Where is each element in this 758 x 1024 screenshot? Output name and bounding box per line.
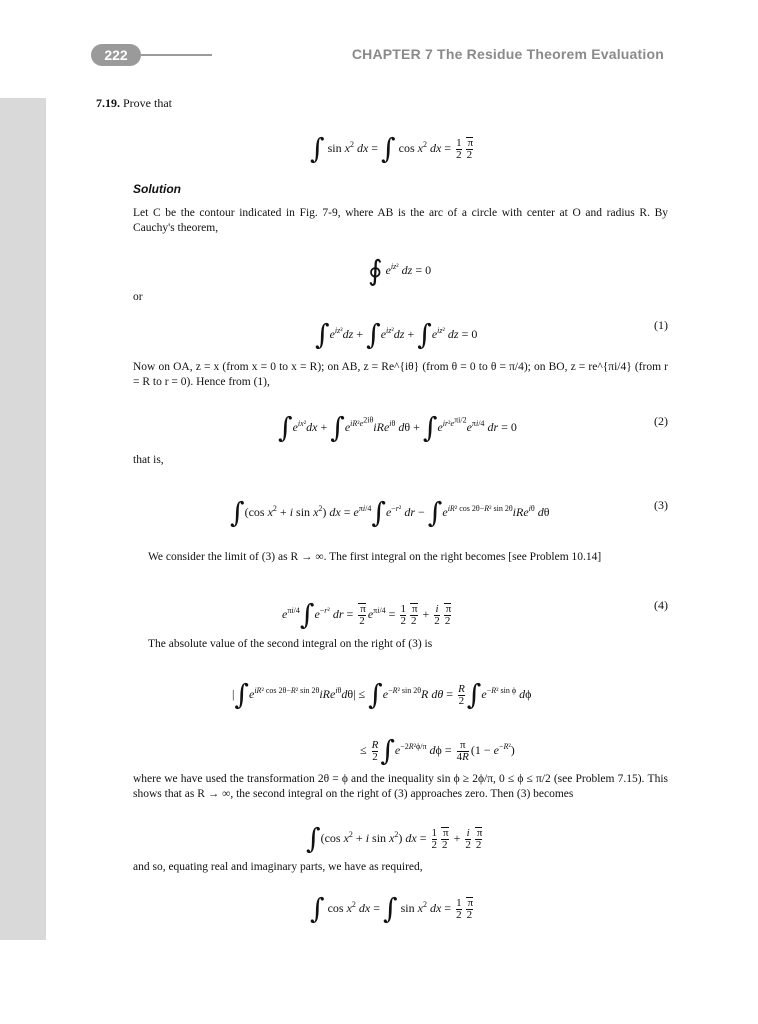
page-margin-band — [0, 98, 46, 940]
equation-4: $e^{\pi i/4}\int e^{-r^2}$ dr = $\frac{\pi}{2}$ $e^{\pi i/4}$ = $\frac{1}{2}$ $\frac{\pi}{2}$ + $\frac{i}{2}$ $\frac{\pi}{2}$ — [282, 598, 452, 631]
equation-number-1: (1) — [654, 318, 668, 332]
equation-3: ∫(cos $x^2 + i$ $\sin x^2$) dx = $e^{\pi i/4}\int e^{-r^2}$ dr − $\int e^{iR^2 cos 2\theta-R^2 sin 2\theta}iRe^{i\theta}$ dθ — [230, 496, 550, 529]
solution-heading: Solution — [133, 182, 181, 196]
paragraph-transformation: where we have used the transformation 2θ = ϕ and the inequality sin ϕ ≥ 2ϕ/π, 0 ≤ ϕ ≤ π/2 (see Problem 7.15). This shows that as R → ∞, the second integral on the right of (3) approaches zero. Then (3) becomes — [133, 773, 668, 800]
page-number-badge: 222 — [91, 44, 141, 66]
equation-number-4: (4) — [654, 598, 668, 612]
paragraph-limit: We consider the limit of (3) as R → ∞. The first integral on the right becomes [see Problem 10.14] — [148, 551, 602, 563]
equation-number-3: (3) — [654, 498, 668, 512]
equation-bound-1: $|\int e^{iR^2 cos 2\theta-R^2 sin 2\theta}iRe^{i\theta}d\theta| \le \int e^{-R^2 sin 2\theta}R$ dθ = $\frac{R}{2}$ $\int e^{-R^2 sin \phi}$ dϕ — [232, 678, 532, 711]
equation-number-2: (2) — [654, 414, 668, 428]
equation-statement: ∫ $\sin x^2$ dx = ∫ $\cos x^2$ dx = $\frac{1}{2}$ $\frac{\pi}{2}$ — [310, 132, 474, 165]
header-rule — [138, 54, 212, 56]
paragraph-absolute-value: The absolute value of the second integral on the right of (3) is — [148, 638, 433, 650]
chapter-title: CHAPTER 7 The Residue Theorem Evaluation — [351, 46, 664, 62]
equation-limit: ∫(cos $x^2 + i$ $\sin x^2$) dx = $\frac{1}{2}$ $\frac{\pi}{2}$ + $\frac{i}{2}$ $\frac{\pi}{2}$ — [306, 822, 483, 855]
equation-2: $\int e^{ix^2}dx + \int e^{iR^2e^{2i\theta}}iRe^{i\theta}$ $d\theta + \int e^{ir^2e^{\pi i/2}}e^{\pi i/4}$ dr = 0 — [278, 411, 517, 444]
paragraph-paths: Now on OA, z = x (from x = 0 to x = R); on AB, z = Re^{iθ} (from θ = 0 to θ = π/4); on BO, z = re^{πi/4} (from r = R to r = 0). Hence from (1), — [133, 361, 668, 388]
paragraph-contour: Let C be the contour indicated in Fig. 7-9, where AB is the arc of a circle with center at O and radius R. By Cauchy's theorem, — [133, 207, 668, 234]
equation-result: ∫ $\cos x^2$ dx = ∫ $\sin x^2$ dx = $\frac{1}{2}$ $\frac{\pi}{2}$ — [310, 892, 474, 925]
problem-number: 7.19. — [96, 96, 120, 110]
word-that-is: that is, — [133, 454, 164, 466]
paragraph-conclusion: and so, equating real and imaginary parts, we have as required, — [133, 861, 423, 873]
equation-1: $\int e^{iz^2}dz + \int e^{iz^2}dz + \int e^{iz^2}$ dz = 0 — [315, 318, 478, 351]
problem-heading — [96, 96, 172, 111]
word-or: or — [133, 291, 143, 303]
equation-bound-2: ≤ $\frac{R}{2}$ $\int e^{-2R^2\phi/\pi}$ dϕ = $\frac{\pi}{4R}$ $(1 - e^{-R^2})$ — [360, 734, 515, 767]
equation-cauchy: ∮ $e^{iz^2}$ dz = 0 — [368, 254, 432, 287]
problem-statement: Prove that — [123, 96, 172, 110]
